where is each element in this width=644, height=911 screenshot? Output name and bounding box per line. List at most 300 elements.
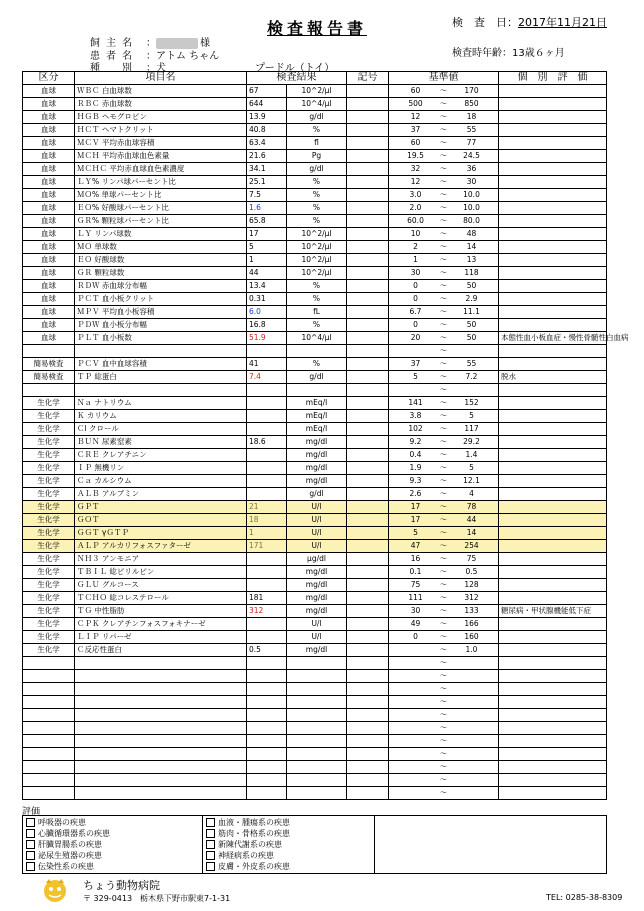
table-row bbox=[23, 618, 607, 631]
ref-separator: ～ bbox=[439, 606, 448, 615]
ref-low: 16 bbox=[410, 554, 421, 563]
row-unit: % bbox=[287, 176, 347, 189]
row-unit: 10^4/μl bbox=[287, 332, 347, 345]
row-unit: fl bbox=[287, 137, 347, 150]
ref-separator: ～ bbox=[439, 658, 448, 667]
row-evaluation bbox=[499, 683, 607, 696]
table-row bbox=[23, 280, 607, 293]
ref-low: 2.0 bbox=[409, 203, 422, 212]
patient-label: 患者名 bbox=[90, 51, 138, 62]
row-item-name bbox=[75, 670, 247, 683]
row-reference bbox=[389, 293, 499, 306]
row-symbol bbox=[347, 306, 389, 319]
row-symbol bbox=[347, 345, 389, 358]
row-unit bbox=[287, 774, 347, 787]
ref-high: 152 bbox=[464, 398, 479, 407]
table-row bbox=[23, 644, 607, 657]
row-reference bbox=[389, 748, 499, 761]
ref-low: 0 bbox=[413, 281, 418, 290]
row-category: 生化学 bbox=[23, 644, 75, 657]
row-symbol bbox=[347, 657, 389, 670]
ref-high: 18 bbox=[466, 112, 477, 121]
row-item-name: ＰＣＴ 血小板クリット bbox=[75, 293, 247, 306]
row-item-name: ＰＬＴ 血小板数 bbox=[75, 332, 247, 345]
row-unit bbox=[287, 670, 347, 683]
row-category bbox=[23, 696, 75, 709]
table-row bbox=[23, 436, 607, 449]
evaluation-item bbox=[26, 861, 199, 872]
row-evaluation bbox=[499, 137, 607, 150]
row-unit: 10^2/μl bbox=[287, 267, 347, 280]
row-reference bbox=[389, 345, 499, 358]
row-unit: mg/dl bbox=[287, 579, 347, 592]
row-symbol bbox=[347, 189, 389, 202]
row-unit bbox=[287, 683, 347, 696]
checkbox[interactable] bbox=[26, 840, 35, 849]
evaluation-item-label: 伝染性系の疾患 bbox=[38, 862, 94, 871]
row-item-name bbox=[75, 657, 247, 670]
ref-high: 50 bbox=[466, 320, 477, 329]
ref-separator: ～ bbox=[439, 749, 448, 758]
row-result: 21.6 bbox=[247, 150, 287, 163]
row-result: 18.6 bbox=[247, 436, 287, 449]
row-result bbox=[247, 618, 287, 631]
evaluation-item-label: 泌尿生殖器の疾患 bbox=[38, 851, 102, 860]
row-item-name bbox=[75, 735, 247, 748]
row-item-name bbox=[75, 696, 247, 709]
row-item-name bbox=[75, 748, 247, 761]
row-unit: 10^2/μl bbox=[287, 241, 347, 254]
row-category: 生化学 bbox=[23, 527, 75, 540]
ref-low: 12 bbox=[410, 177, 421, 186]
row-unit: 10^4/μl bbox=[287, 98, 347, 111]
row-item-name: ＡＬＢ アルブミン bbox=[75, 488, 247, 501]
ref-separator: ～ bbox=[439, 619, 448, 628]
row-reference bbox=[389, 371, 499, 384]
row-unit: 10^2/μl bbox=[287, 228, 347, 241]
row-evaluation bbox=[499, 163, 607, 176]
row-unit bbox=[287, 787, 347, 800]
row-category: 生化学 bbox=[23, 475, 75, 488]
ref-high: 14 bbox=[466, 242, 477, 251]
row-category: 血球 bbox=[23, 241, 75, 254]
evaluation-column-1 bbox=[23, 816, 203, 874]
checkbox[interactable] bbox=[206, 818, 215, 827]
row-unit: % bbox=[287, 124, 347, 137]
checkbox[interactable] bbox=[206, 851, 215, 860]
row-evaluation bbox=[499, 657, 607, 670]
row-item-name: ＭＯ 単球数 bbox=[75, 241, 247, 254]
table-row bbox=[23, 722, 607, 735]
ref-high: 160 bbox=[464, 632, 479, 641]
row-symbol bbox=[347, 150, 389, 163]
row-reference bbox=[389, 475, 499, 488]
evaluation-item bbox=[26, 817, 199, 828]
table-row bbox=[23, 176, 607, 189]
row-result bbox=[247, 345, 287, 358]
ref-separator: ～ bbox=[439, 632, 448, 641]
row-symbol bbox=[347, 605, 389, 618]
row-symbol bbox=[347, 436, 389, 449]
checkbox[interactable] bbox=[26, 829, 35, 838]
row-reference bbox=[389, 267, 499, 280]
row-category bbox=[23, 735, 75, 748]
row-symbol bbox=[347, 631, 389, 644]
ref-high: 4 bbox=[469, 489, 474, 498]
row-category: 生化学 bbox=[23, 397, 75, 410]
ref-high: 166 bbox=[464, 619, 479, 628]
row-evaluation bbox=[499, 423, 607, 436]
row-item-name: Ｃl クロール bbox=[75, 423, 247, 436]
row-category: 血球 bbox=[23, 228, 75, 241]
row-evaluation bbox=[499, 410, 607, 423]
row-unit: U/l bbox=[287, 501, 347, 514]
row-symbol bbox=[347, 488, 389, 501]
row-result: 25.1 bbox=[247, 176, 287, 189]
ref-low: 3.8 bbox=[409, 411, 422, 420]
row-evaluation bbox=[499, 449, 607, 462]
row-symbol bbox=[347, 163, 389, 176]
row-result: 44 bbox=[247, 267, 287, 280]
table-row bbox=[23, 150, 607, 163]
ref-high: 11.1 bbox=[463, 307, 480, 316]
row-unit: g/dl bbox=[287, 111, 347, 124]
row-unit: % bbox=[287, 293, 347, 306]
row-unit: g/dl bbox=[287, 163, 347, 176]
ref-high: 2.9 bbox=[465, 294, 478, 303]
row-unit bbox=[287, 735, 347, 748]
row-symbol bbox=[347, 787, 389, 800]
row-item-name: ＩＰ 無機リン bbox=[75, 462, 247, 475]
table-row bbox=[23, 748, 607, 761]
row-reference bbox=[389, 670, 499, 683]
ref-low: 141 bbox=[408, 398, 423, 407]
row-reference bbox=[389, 644, 499, 657]
row-reference bbox=[389, 449, 499, 462]
row-symbol bbox=[347, 644, 389, 657]
ref-high: 30 bbox=[466, 177, 477, 186]
row-result: 644 bbox=[247, 98, 287, 111]
ref-separator: ～ bbox=[439, 697, 448, 706]
row-unit: mg/dl bbox=[287, 605, 347, 618]
checkbox[interactable] bbox=[206, 862, 215, 871]
evaluation-item-label: 皮膚・外皮系の疾患 bbox=[218, 862, 290, 871]
row-reference bbox=[389, 189, 499, 202]
row-category: 血球 bbox=[23, 202, 75, 215]
ref-separator: ～ bbox=[439, 164, 448, 173]
row-reference bbox=[389, 787, 499, 800]
row-result: 34.1 bbox=[247, 163, 287, 176]
table-row bbox=[23, 306, 607, 319]
row-result: 0.5 bbox=[247, 644, 287, 657]
checkbox[interactable] bbox=[26, 862, 35, 871]
table-row bbox=[23, 111, 607, 124]
patient-name: ：アトム ちゃん bbox=[146, 51, 220, 62]
ref-low: 102 bbox=[408, 424, 423, 433]
row-unit: mg/dl bbox=[287, 566, 347, 579]
header-category: 区分 bbox=[23, 72, 75, 85]
row-category: 簡易検査 bbox=[23, 371, 75, 384]
table-row bbox=[23, 254, 607, 267]
ref-high: 1.0 bbox=[465, 645, 478, 654]
table-body bbox=[23, 85, 629, 800]
row-unit: U/l bbox=[287, 631, 347, 644]
row-symbol bbox=[347, 267, 389, 280]
row-result: 65.8 bbox=[247, 215, 287, 228]
row-category: 生化学 bbox=[23, 631, 75, 644]
row-category: 生化学 bbox=[23, 553, 75, 566]
species-value: ：犬 bbox=[146, 63, 166, 74]
table-row bbox=[23, 605, 607, 618]
row-symbol bbox=[347, 423, 389, 436]
row-item-name: ＭＯ% 単球パーセント比 bbox=[75, 189, 247, 202]
row-symbol bbox=[347, 566, 389, 579]
checkbox[interactable] bbox=[26, 818, 35, 827]
table-row bbox=[23, 215, 607, 228]
row-category: 生化学 bbox=[23, 436, 75, 449]
ref-low: 17 bbox=[410, 515, 421, 524]
table-row bbox=[23, 527, 607, 540]
row-item-name: ＴＣＨＯ 総コレステロール bbox=[75, 592, 247, 605]
row-category: 血球 bbox=[23, 215, 75, 228]
checkbox[interactable] bbox=[206, 840, 215, 849]
row-result: 7.4 bbox=[247, 371, 287, 384]
checkbox[interactable] bbox=[206, 829, 215, 838]
row-reference bbox=[389, 592, 499, 605]
ref-low: 19.5 bbox=[407, 151, 424, 160]
row-symbol bbox=[347, 371, 389, 384]
ref-high: 55 bbox=[466, 125, 477, 134]
row-result: 40.8 bbox=[247, 124, 287, 137]
row-item-name: ＧＲ 顆粒球数 bbox=[75, 267, 247, 280]
row-unit bbox=[287, 657, 347, 670]
row-category: 生化学 bbox=[23, 488, 75, 501]
row-reference bbox=[389, 111, 499, 124]
hospital-logo-icon bbox=[40, 877, 70, 903]
ref-separator: ～ bbox=[439, 333, 448, 342]
ref-low: 12 bbox=[410, 112, 421, 121]
row-reference bbox=[389, 306, 499, 319]
table-header-row bbox=[23, 72, 607, 85]
row-item-name: ＲＤＷ 赤血球分布幅 bbox=[75, 280, 247, 293]
ref-high: 254 bbox=[464, 541, 479, 550]
ref-separator: ～ bbox=[439, 242, 448, 251]
row-item-name: ＲＢＣ 赤血球数 bbox=[75, 98, 247, 111]
row-unit: U/l bbox=[287, 540, 347, 553]
row-unit: g/dl bbox=[287, 371, 347, 384]
row-item-name: ＢＵＮ 尿素窒素 bbox=[75, 436, 247, 449]
row-symbol bbox=[347, 111, 389, 124]
row-item-name bbox=[75, 774, 247, 787]
row-result: 1 bbox=[247, 254, 287, 267]
row-item-name: ＥＯ 好酸球数 bbox=[75, 254, 247, 267]
ref-separator: ～ bbox=[439, 736, 448, 745]
table-row bbox=[23, 319, 607, 332]
row-result bbox=[247, 670, 287, 683]
row-item-name: ＬＩＰ リパーゼ bbox=[75, 631, 247, 644]
ref-low: 3.0 bbox=[409, 190, 422, 199]
table-row bbox=[23, 371, 607, 384]
ref-separator: ～ bbox=[439, 723, 448, 732]
ref-separator: ～ bbox=[439, 255, 448, 264]
row-unit bbox=[287, 748, 347, 761]
ref-high: 850 bbox=[464, 99, 479, 108]
row-symbol bbox=[347, 501, 389, 514]
row-evaluation bbox=[499, 228, 607, 241]
row-evaluation bbox=[499, 345, 607, 358]
row-item-name: ＬＹ% リンパ球パーセント比 bbox=[75, 176, 247, 189]
table-row bbox=[23, 384, 607, 397]
row-symbol bbox=[347, 540, 389, 553]
row-item-name: ＨＧＢ ヘモグロビン bbox=[75, 111, 247, 124]
row-unit bbox=[287, 722, 347, 735]
row-symbol bbox=[347, 254, 389, 267]
ref-low: 500 bbox=[408, 99, 423, 108]
ref-high: 13 bbox=[466, 255, 477, 264]
row-item-name: ＧＯＴ bbox=[75, 514, 247, 527]
row-result: 13.9 bbox=[247, 111, 287, 124]
row-symbol bbox=[347, 696, 389, 709]
row-reference bbox=[389, 397, 499, 410]
row-result bbox=[247, 553, 287, 566]
row-result bbox=[247, 709, 287, 722]
row-reference bbox=[389, 332, 499, 345]
row-category: 血球 bbox=[23, 293, 75, 306]
row-result: 7.5 bbox=[247, 189, 287, 202]
row-item-name: ＴＧ 中性脂肪 bbox=[75, 605, 247, 618]
row-symbol bbox=[347, 384, 389, 397]
row-result: 6.0 bbox=[247, 306, 287, 319]
row-category bbox=[23, 787, 75, 800]
row-symbol bbox=[347, 358, 389, 371]
row-category: 生化学 bbox=[23, 462, 75, 475]
row-category: 血球 bbox=[23, 332, 75, 345]
ref-separator: ～ bbox=[439, 411, 448, 420]
row-category: 血球 bbox=[23, 189, 75, 202]
row-result bbox=[247, 423, 287, 436]
row-category: 簡易検査 bbox=[23, 358, 75, 371]
table-row bbox=[23, 683, 607, 696]
row-reference bbox=[389, 163, 499, 176]
ref-separator: ～ bbox=[439, 307, 448, 316]
row-category: 生化学 bbox=[23, 540, 75, 553]
row-unit: mg/dl bbox=[287, 462, 347, 475]
row-symbol bbox=[347, 618, 389, 631]
row-unit: fL bbox=[287, 306, 347, 319]
ref-separator: ～ bbox=[439, 775, 448, 784]
row-reference bbox=[389, 410, 499, 423]
row-category bbox=[23, 384, 75, 397]
ref-low: 60.0 bbox=[407, 216, 424, 225]
ref-separator: ～ bbox=[439, 346, 448, 355]
row-evaluation bbox=[499, 280, 607, 293]
table-row bbox=[23, 475, 607, 488]
header-symbol: 記号 bbox=[347, 72, 389, 85]
ref-high: 29.2 bbox=[463, 437, 480, 446]
table-row bbox=[23, 449, 607, 462]
row-item-name: ＴＰ 総蛋白 bbox=[75, 371, 247, 384]
row-unit: mEq/l bbox=[287, 397, 347, 410]
row-reference bbox=[389, 540, 499, 553]
ref-separator: ～ bbox=[439, 502, 448, 511]
ref-separator: ～ bbox=[439, 320, 448, 329]
row-evaluation bbox=[499, 98, 607, 111]
ref-high: 10.0 bbox=[463, 203, 480, 212]
evaluation-item bbox=[26, 828, 199, 839]
ref-separator: ～ bbox=[439, 580, 448, 589]
ref-high: 117 bbox=[464, 424, 479, 433]
row-result bbox=[247, 657, 287, 670]
ref-high: 14 bbox=[466, 528, 477, 537]
row-evaluation bbox=[499, 475, 607, 488]
row-reference bbox=[389, 657, 499, 670]
table-row bbox=[23, 774, 607, 787]
ref-high: 133 bbox=[464, 606, 479, 615]
header-item: 項目名 bbox=[75, 72, 247, 85]
row-item-name: ＬＹ リンパ球数 bbox=[75, 228, 247, 241]
ref-separator: ～ bbox=[439, 385, 448, 394]
row-symbol bbox=[347, 124, 389, 137]
results-table bbox=[22, 71, 629, 800]
row-unit: mEq/l bbox=[287, 423, 347, 436]
row-symbol bbox=[347, 397, 389, 410]
ref-separator: ～ bbox=[439, 463, 448, 472]
row-category: 血球 bbox=[23, 98, 75, 111]
ref-separator: ～ bbox=[439, 710, 448, 719]
row-evaluation bbox=[499, 709, 607, 722]
ref-low: 60 bbox=[410, 138, 421, 147]
table-row bbox=[23, 579, 607, 592]
table-row bbox=[23, 124, 607, 137]
row-evaluation: 脱水 bbox=[499, 371, 607, 384]
exam-age-value: 13歳６ヶ月 bbox=[512, 48, 565, 59]
row-evaluation: 糖尿病・甲状腺機能低下症 bbox=[499, 605, 607, 618]
row-category bbox=[23, 345, 75, 358]
ref-low: 37 bbox=[410, 125, 421, 134]
row-symbol bbox=[347, 722, 389, 735]
row-reference bbox=[389, 501, 499, 514]
evaluation-item bbox=[206, 839, 371, 850]
table-row bbox=[23, 488, 607, 501]
ref-separator: ～ bbox=[439, 86, 448, 95]
exam-date bbox=[452, 14, 607, 30]
row-symbol bbox=[347, 202, 389, 215]
ref-high: 118 bbox=[464, 268, 479, 277]
row-result: 0.31 bbox=[247, 293, 287, 306]
row-unit: 10^2/μl bbox=[287, 254, 347, 267]
evaluation-item-label: 肝臓胃腸系の疾患 bbox=[38, 840, 102, 849]
ref-low: 0.4 bbox=[409, 450, 422, 459]
row-reference bbox=[389, 709, 499, 722]
row-category bbox=[23, 709, 75, 722]
evaluation-item bbox=[206, 850, 371, 861]
row-unit: μg/dl bbox=[287, 553, 347, 566]
table-row bbox=[23, 540, 607, 553]
row-symbol bbox=[347, 774, 389, 787]
table-row bbox=[23, 657, 607, 670]
row-item-name: ＭＣＶ 平均赤血球容積 bbox=[75, 137, 247, 150]
row-category: 血球 bbox=[23, 176, 75, 189]
ref-separator: ～ bbox=[439, 138, 448, 147]
ref-low: 37 bbox=[410, 359, 421, 368]
row-result: 1 bbox=[247, 527, 287, 540]
ref-separator: ～ bbox=[439, 268, 448, 277]
row-reference bbox=[389, 761, 499, 774]
row-category: 生化学 bbox=[23, 410, 75, 423]
checkbox[interactable] bbox=[26, 851, 35, 860]
row-category bbox=[23, 748, 75, 761]
row-category: 生化学 bbox=[23, 566, 75, 579]
